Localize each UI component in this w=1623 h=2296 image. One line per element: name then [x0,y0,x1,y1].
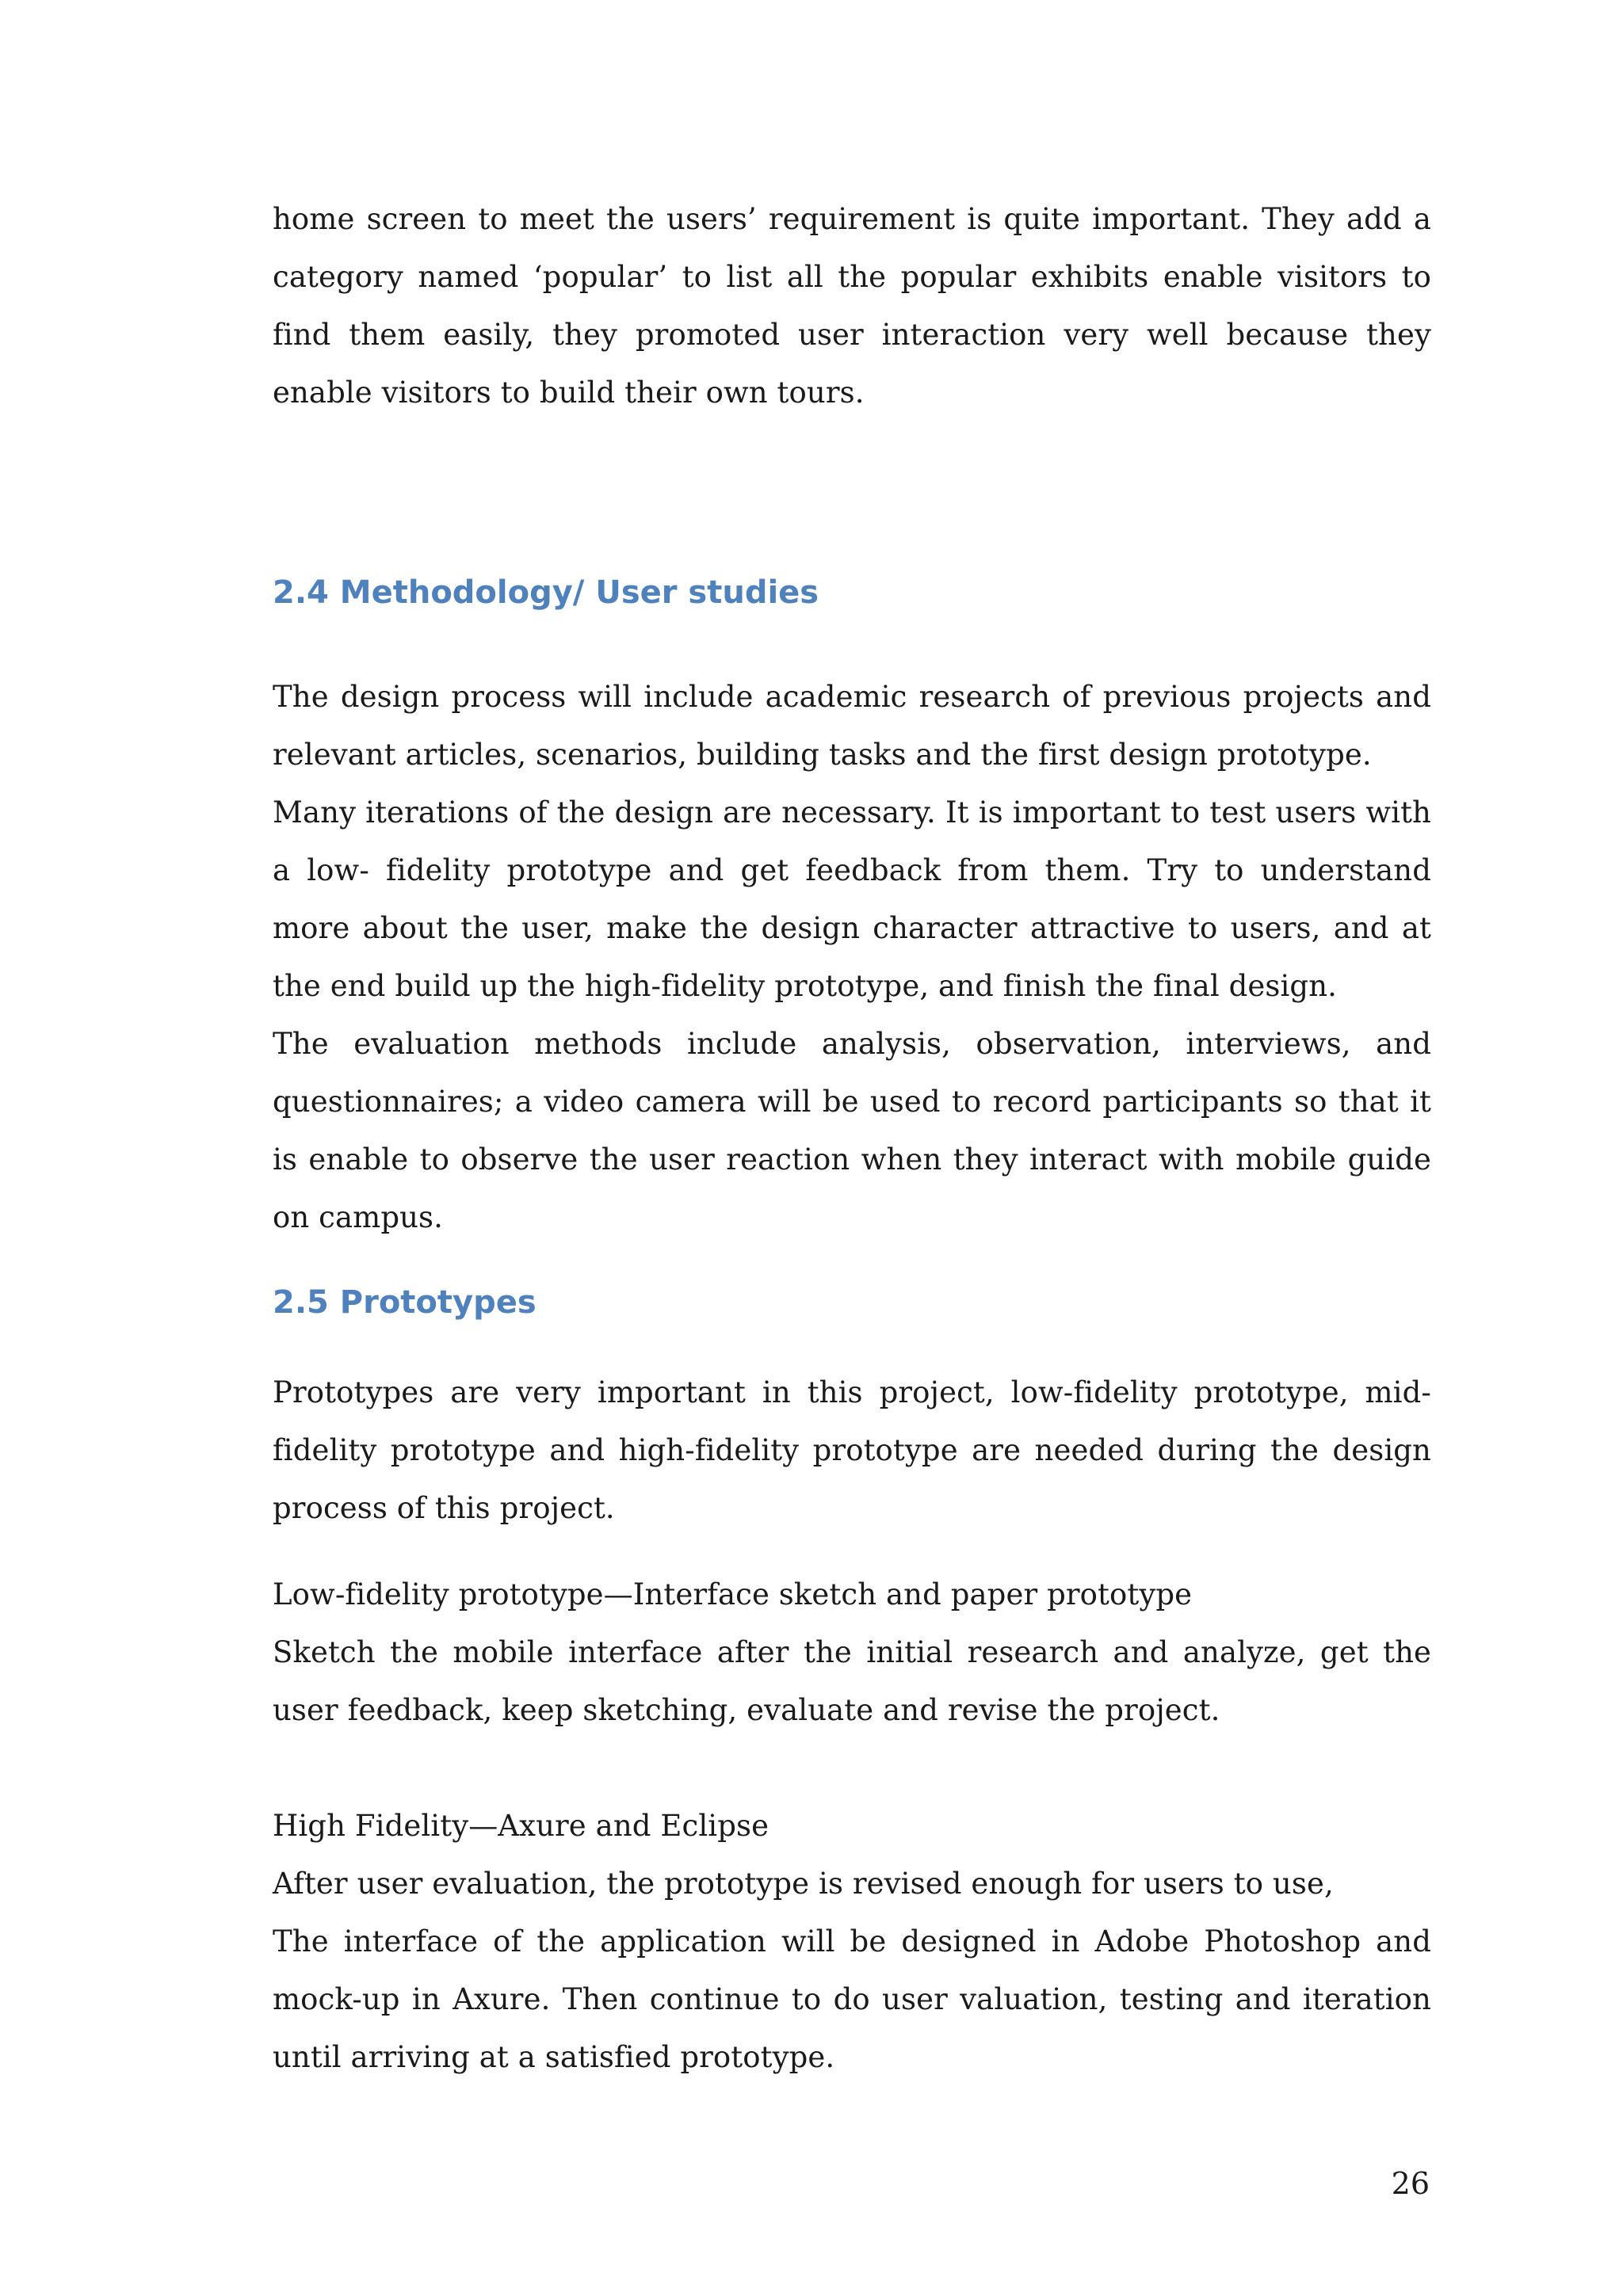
high-fidelity-paragraph: The interface of the application will be designed in Adobe Photoshop and mock-up in Axure. Then continue to do user valuation, testing and iteration until arriving at a satisfied prototype. [273,1924,1431,2074]
intro-paragraph: home screen to meet the users’ requirement is quite important. They add a category named ‘popular’ to list all the popular exhibits enable visitors to find them easily, they promoted user interaction very well because they enable visitors to build their own tours. [273,202,1431,410]
prototypes-paragraph: Prototypes are very important in this project, low-fidelity prototype, mid-fidelity prototype and high-fidelity prototype are needed during the design process of this project. [273,1375,1431,1525]
low-fidelity-title: Low-fidelity prototype—Interface sketch and paper prototype [273,1577,1193,1611]
methodology-paragraph-1: The design process will include academic research of previous projects and relevant articles, scenarios, building tasks and the first design prototype. [273,680,1431,772]
low-fidelity-paragraph: Sketch the mobile interface after the initial research and analyze, get the user feedback, keep sketching, evaluate and revise the project. [273,1635,1431,1727]
section-heading-prototypes: 2.5 Prototypes [273,1284,537,1321]
high-fidelity-title: High Fidelity—Axure and Eclipse [273,1809,769,1843]
methodology-paragraph-2: Many iterations of the design are necessary. It is important to test users with a low- fidelity prototype and get feedback from them. Try to understand more about the user, make the design character attractive to users, and at the end build up the high-fidelity prototype, and finish the final design. [273,795,1431,1003]
page-number: 26 [1391,2166,1430,2201]
methodology-paragraph-3: The evaluation methods include analysis, observation, interviews, and questionnaires; a video camera will be used to record participants so that it is enable to observe the user reaction when they interact with mobile guide on campus. [273,1027,1431,1234]
high-fidelity-line: After user evaluation, the prototype is revised enough for users to use, [273,1867,1334,1901]
section-heading-methodology: 2.4 Methodology/ User studies [273,574,819,611]
